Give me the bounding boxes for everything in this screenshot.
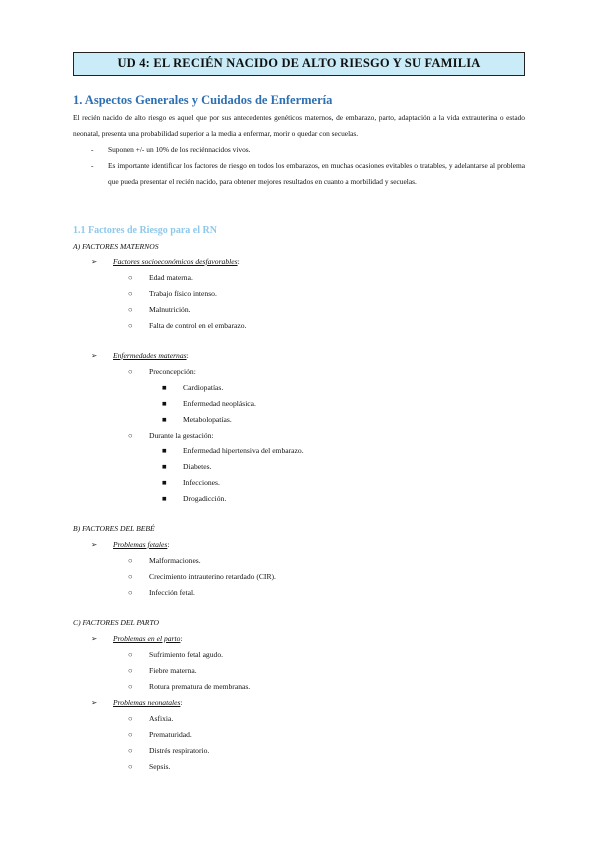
- circle-bullet-icon: ○: [128, 431, 133, 440]
- square-bullet-icon: ■: [162, 478, 167, 487]
- square-bullet-icon: ■: [162, 415, 167, 424]
- dash-bullet: -: [91, 161, 94, 170]
- square-bullet-icon: ■: [162, 462, 167, 471]
- bullet-text: Es importante identificar los factores de riesgo en todos los embarazos, en muchas ocasiones evitables o tratables, y adelantarse al problema que pueda presentar el recién nacido, para obtener mejores resultados en cuanto a morbilidad y secuelas.: [108, 161, 525, 186]
- circle-bullet-icon: ○: [128, 666, 133, 675]
- bullet-text: Suponen +/- un 10% de los reciénnacidos vivos.: [108, 145, 251, 154]
- list-item: ■ Cardiopatías.: [162, 383, 224, 392]
- list-item: ○ Sepsis.: [128, 762, 171, 771]
- arrow-item: ➢ Enfermedades maternas:: [91, 351, 189, 360]
- square-bullet-icon: ■: [162, 399, 167, 408]
- list-item: ■ Enfermedad hipertensiva del embarazo.: [162, 446, 304, 455]
- section-heading: 1. Aspectos Generales y Cuidados de Enfermería: [73, 93, 333, 107]
- list-item: ○ Sufrimiento fetal agudo.: [128, 650, 224, 659]
- circle-bullet-icon: ○: [128, 682, 133, 691]
- list-item: ○ Durante la gestación:: [128, 431, 214, 440]
- arrow-item: ➢ Problemas fetales:: [91, 540, 170, 549]
- factor-group-label: A) FACTORES MATERNOS: [73, 242, 159, 251]
- arrow-item: ➢ Factores socioeconómicos desfavorables:: [91, 257, 240, 266]
- square-bullet-icon: ■: [162, 446, 167, 455]
- list-item: ○ Prematuridad.: [128, 730, 192, 739]
- arrow-icon: ➢: [91, 257, 98, 266]
- circle-bullet-icon: ○: [128, 746, 133, 755]
- circle-bullet-icon: ○: [128, 289, 133, 298]
- circle-bullet-icon: ○: [128, 588, 133, 597]
- list-item: ■ Metabolopatías.: [162, 415, 232, 424]
- list-item: ○ Asfixia.: [128, 714, 174, 723]
- list-item: ○ Rotura prematura de membranas.: [128, 682, 251, 691]
- subsection-heading: 1.1 Factores de Riesgo para el RN: [73, 225, 217, 236]
- circle-bullet-icon: ○: [128, 305, 133, 314]
- factor-group-label: C) FACTORES DEL PARTO: [73, 618, 160, 627]
- list-item: ○ Infección fetal.: [128, 588, 195, 597]
- circle-bullet-icon: ○: [128, 321, 133, 330]
- list-item: ■ Infecciones.: [162, 478, 220, 487]
- circle-bullet-icon: ○: [128, 730, 133, 739]
- circle-bullet-icon: ○: [128, 714, 133, 723]
- list-item: ○ Falta de control en el embarazo.: [128, 321, 247, 330]
- list-item: ○ Crecimiento intrauterino retardado (CIR).: [128, 572, 276, 581]
- list-item: ○ Trabajo físico intenso.: [128, 289, 217, 298]
- unit-title: UD 4: EL RECIÉN NACIDO DE ALTO RIESGO Y SU FAMILIA: [73, 52, 525, 76]
- list-item: ■ Enfermedad neoplásica.: [162, 399, 256, 408]
- arrow-icon: ➢: [91, 540, 98, 549]
- arrow-icon: ➢: [91, 698, 98, 707]
- arrow-icon: ➢: [91, 351, 98, 360]
- circle-bullet-icon: ○: [128, 762, 133, 771]
- square-bullet-icon: ■: [162, 494, 167, 503]
- list-item: ○ Fiebre materna.: [128, 666, 197, 675]
- circle-bullet-icon: ○: [128, 367, 133, 376]
- list-item: ○ Edad materna.: [128, 273, 193, 282]
- factor-group-label: B) FACTORES DEL BEBÉ: [73, 524, 155, 533]
- arrow-item: ➢ Problemas neonatales:: [91, 698, 183, 707]
- intro-paragraph: El recién nacido de alto riesgo es aquel que por sus antecedentes genéticos maternos, de embarazo, parto, adaptación a la vida extrauterina o estado neonatal, presenta una probabilidad superior a la media a enfermar, morir o quedar con secuelas.: [73, 113, 525, 138]
- circle-bullet-icon: ○: [128, 572, 133, 581]
- circle-bullet-icon: ○: [128, 650, 133, 659]
- list-item: ■ Diabetes.: [162, 462, 212, 471]
- arrow-item: ➢ Problemas en el parto:: [91, 634, 183, 643]
- square-bullet-icon: ■: [162, 383, 167, 392]
- list-item: ○ Preconcepción:: [128, 367, 196, 376]
- circle-bullet-icon: ○: [128, 273, 133, 282]
- arrow-icon: ➢: [91, 634, 98, 643]
- list-item: ○ Distrés respiratorio.: [128, 746, 210, 755]
- dash-bullet: -: [91, 145, 94, 154]
- list-item: ■ Drogadicción.: [162, 494, 227, 503]
- list-item: ○ Malnutrición.: [128, 305, 191, 314]
- circle-bullet-icon: ○: [128, 556, 133, 565]
- list-item: ○ Malformaciones.: [128, 556, 201, 565]
